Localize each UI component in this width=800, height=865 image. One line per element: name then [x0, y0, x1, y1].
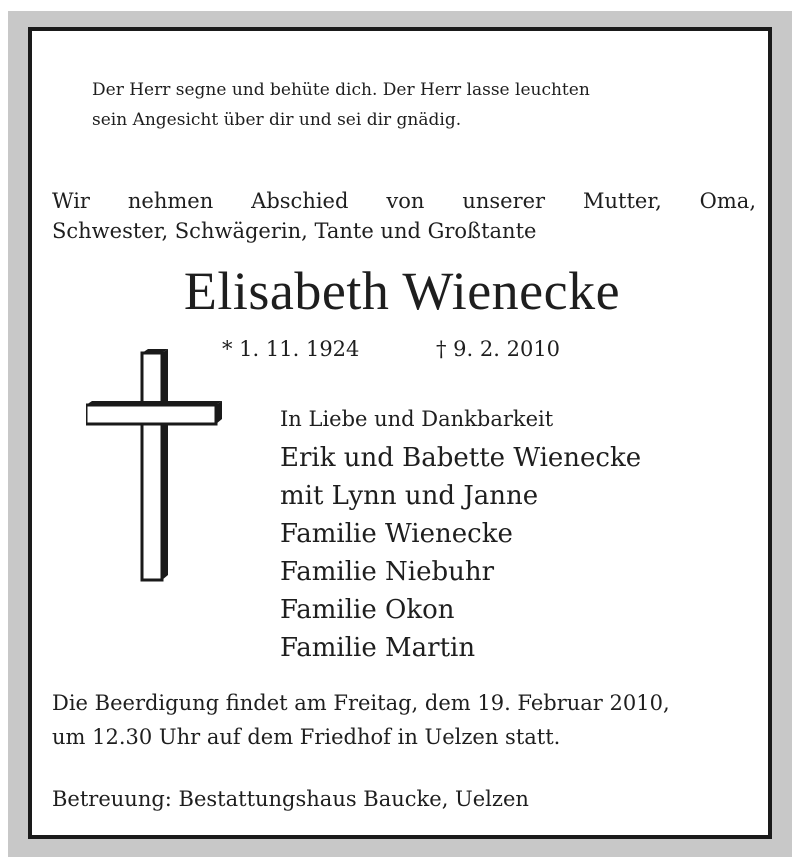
verse-line-2: sein Angesicht über dir und sei dir gnädig. [92, 110, 462, 130]
intro-line-1: Wir nehmen Abschied von unserer Mutter, Oma, [52, 189, 756, 213]
birth-date: * 1. 11. 1924 [222, 337, 360, 361]
verse-line-1: Der Herr segne und behüte dich. Der Herr lasse leuchten [92, 80, 590, 100]
cross-icon [86, 349, 226, 589]
funeral-home-line: Betreuung: Bestattungshaus Baucke, Uelzen [52, 787, 529, 811]
obituary-card [28, 27, 772, 839]
mourner-line: Familie Niebuhr [280, 557, 495, 587]
deceased-name: Elisabeth Wienecke [183, 261, 621, 321]
intro-line-2: Schwester, Schwägerin, Tante und Großtante [52, 219, 537, 243]
burial-line-2: um 12.30 Uhr auf dem Friedhof in Uelzen statt. [52, 725, 561, 749]
mourner-line: Erik und Babette Wienecke [280, 443, 642, 473]
death-date: † 9. 2. 2010 [436, 337, 561, 361]
mourner-line: Familie Martin [280, 633, 476, 663]
outer-frame [8, 11, 792, 857]
love-line: In Liebe und Dankbarkeit [280, 407, 554, 431]
mourner-line: Familie Okon [280, 595, 455, 625]
mourner-line: Familie Wienecke [280, 519, 513, 549]
mourner-line: mit Lynn und Janne [280, 481, 539, 511]
burial-line-1: Die Beerdigung findet am Freitag, dem 19. Februar 2010, [52, 691, 670, 715]
